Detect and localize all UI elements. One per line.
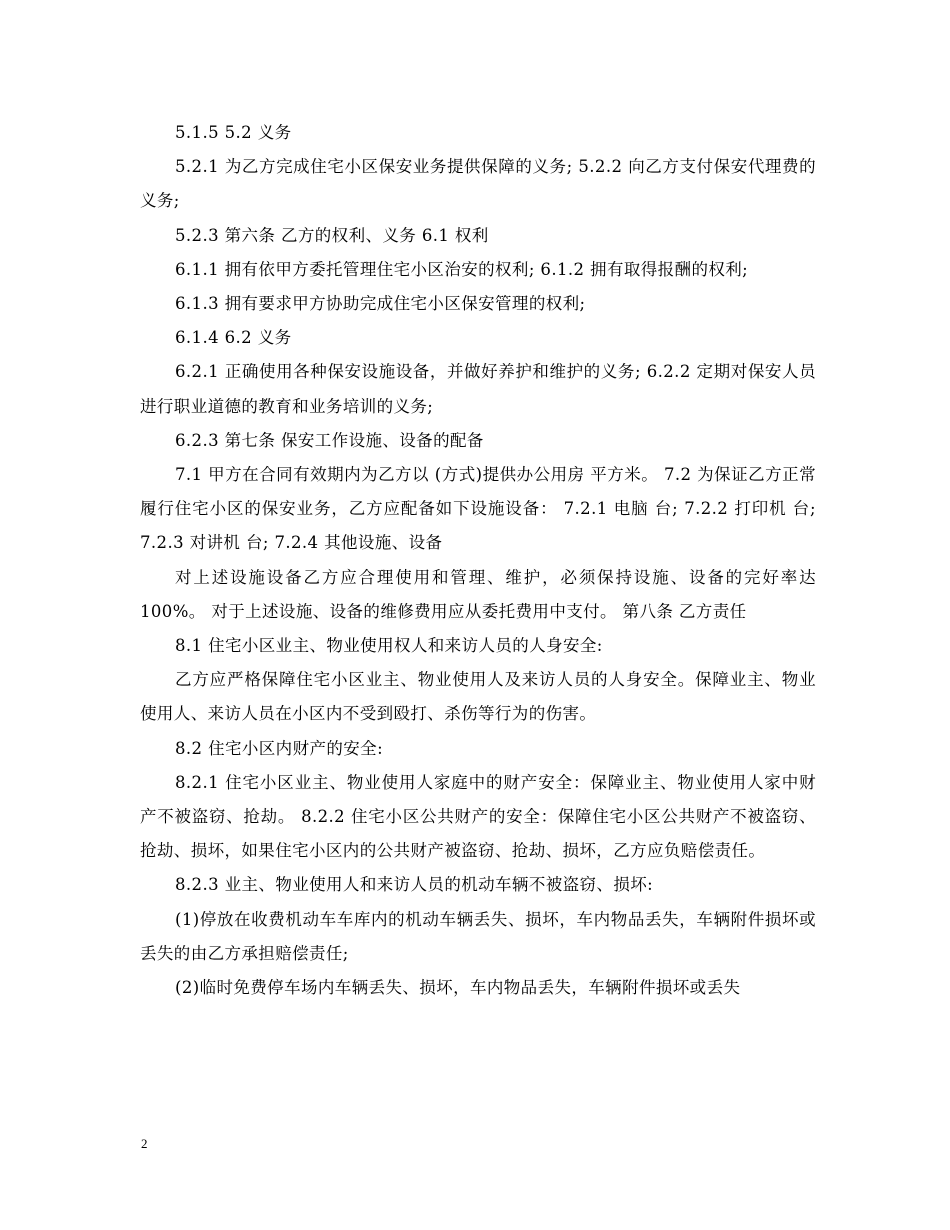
document-body	[140, 116, 816, 1005]
paragraph-7-1: 7.1 甲方在合同有效期内为乙方以 (方式)提供办公用房 平方米。 7.2 为保证乙方正常履行住宅小区的保安业务，乙方应配备如下设施设备： 7.2.1 电脑 台; 7.2.2 打印机 台; 7.2.3 对讲机 台; 7.2.4 其他设施、设备	[140, 465, 816, 553]
paragraph-8-2: 8.2 住宅小区内财产的安全:	[175, 738, 384, 758]
paragraph-6-1-3: 6.1.3 拥有要求甲方协助完成住宅小区保安管理的权利;	[175, 294, 586, 314]
paragraph-5-2-3: 5.2.3 第六条 乙方的权利、义务 6.1 权利	[175, 225, 489, 245]
paragraph-facilities-maintenance: 对上述设施设备乙方应合理使用和管理、维护，必须保持设施、设备的完好率达100%。 对于上述设施、设备的维修费用应从委托费用中支付。 第八条 乙方责任	[140, 567, 816, 621]
paragraph-6-1-1: 6.1.1 拥有依甲方委托管理住宅小区治安的权利; 6.1.2 拥有取得报酬的权利;	[175, 259, 749, 279]
paragraph-item-1: (1)停放在收费机动车车库内的机动车辆丢失、损坏，车内物品丢失，车辆附件损坏或丢失的由乙方承担赔偿责任;	[140, 909, 816, 963]
paragraph-6-2-3: 6.2.3 第七条 保安工作设施、设备的配备	[175, 430, 484, 450]
paragraph-8-1: 8.1 住宅小区业主、物业使用权人和来访人员的人身安全:	[175, 636, 603, 656]
page-number: 2	[141, 1136, 148, 1151]
paragraph-item-2: (2)临时免费停车场内车辆丢失、损坏，车内物品丢失，车辆附件损坏或丢失	[175, 978, 741, 998]
paragraph-personal-safety: 乙方应严格保障住宅小区业主、物业使用人及来访人员的人身安全。保障业主、物业使用人、来访人员在小区内不受到殴打、杀伤等行为的伤害。	[140, 670, 816, 724]
paragraph-8-2-3: 8.2.3 业主、物业使用人和来访人员的机动车辆不被盗窃、损坏:	[175, 875, 654, 895]
paragraph-6-2-1: 6.2.1 正确使用各种保安设施设备，并做好养护和维护的义务; 6.2.2 定期对保安人员进行职业道德的教育和业务培训的义务;	[140, 362, 816, 416]
paragraph-5-1-5: 5.1.5 5.2 义务	[175, 123, 292, 142]
paragraph-8-2-1: 8.2.1 住宅小区业主、物业使用人家庭中的财产安全：保障业主、物业使用人家中财产不被盗窃、抢劫。 8.2.2 住宅小区公共财产的安全：保障住宅小区公共财产不被盗窃、抢劫、损坏，如果住宅小区内的公共财产被盗窃、抢劫、损坏，乙方应负赔偿责任。	[140, 772, 816, 861]
paragraph-5-2-1: 5.2.1 为乙方完成住宅小区保安业务提供保障的义务; 5.2.2 向乙方支付保安代理费的义务;	[140, 157, 816, 211]
paragraph-6-1-4: 6.1.4 6.2 义务	[175, 328, 292, 348]
